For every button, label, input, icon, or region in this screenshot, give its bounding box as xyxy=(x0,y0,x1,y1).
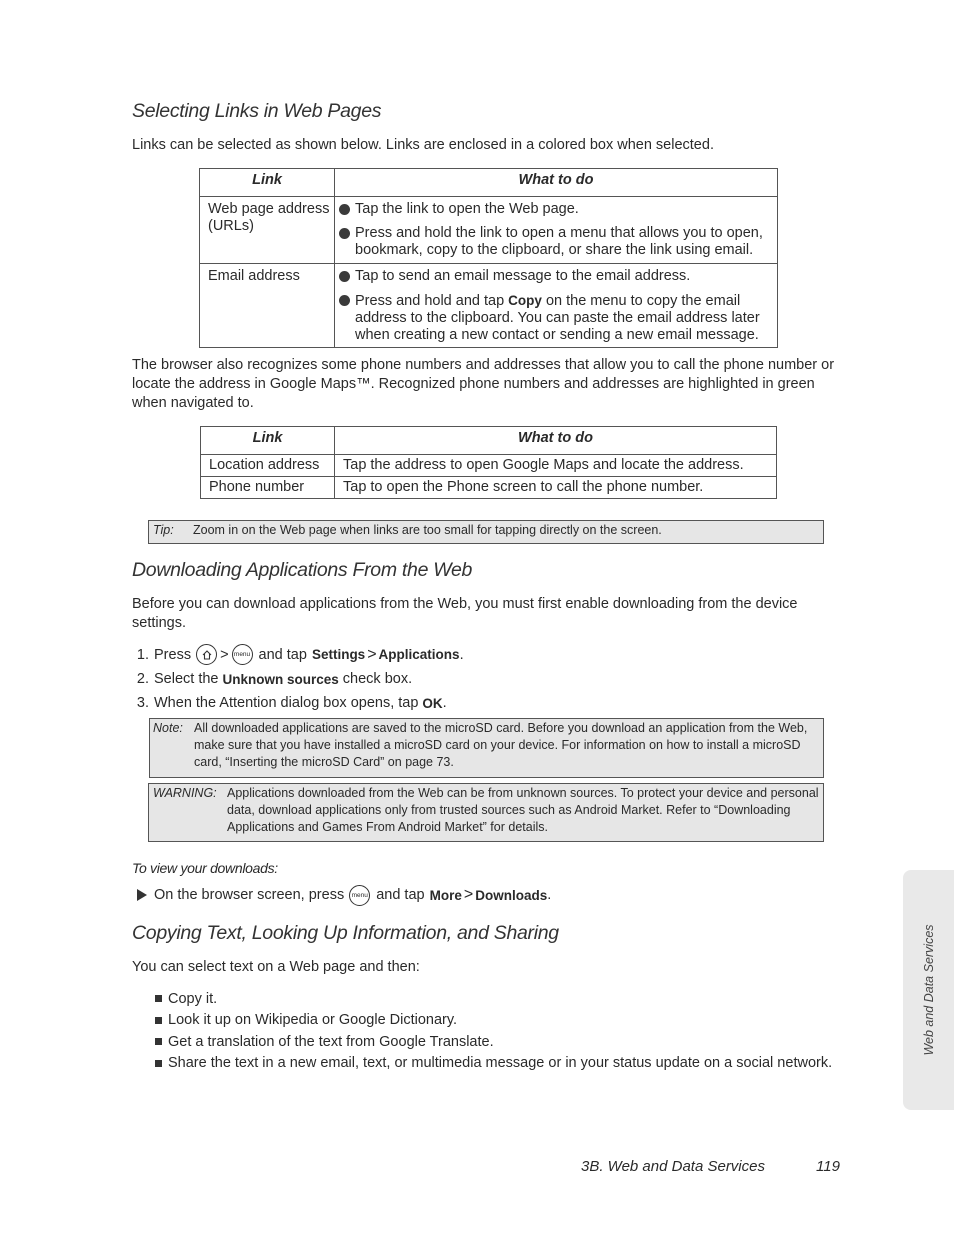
step-item xyxy=(127,642,464,667)
page-number: 119 xyxy=(816,1158,840,1175)
step-text: When the Attention dialog box opens, tap xyxy=(154,695,419,711)
arrow-bullet-icon xyxy=(137,889,147,901)
ui-term-more: More xyxy=(429,887,462,903)
list-item-text: Share the text in a new email, text, or multimedia message or in your status update on a social network. xyxy=(168,1055,833,1072)
step-number: 1. xyxy=(136,646,149,663)
section-intro: Links can be selected as shown below. Links are enclosed in a colored box when selected. xyxy=(132,137,714,153)
table-row xyxy=(201,455,777,477)
list-item xyxy=(343,268,773,285)
options-list xyxy=(155,988,832,1074)
ui-term-settings: Settings xyxy=(311,647,366,662)
section-heading-downloading: Downloading Applications From the Web xyxy=(132,559,473,581)
table-header-row xyxy=(200,169,778,197)
menu-key-icon: menu xyxy=(349,885,370,906)
list-item-text: Look it up on Wikipedia or Google Dictionary. xyxy=(168,1012,458,1029)
table-cell: Tap to open the Phone screen to call the phone number. xyxy=(335,477,777,499)
footer-section-title: 3B. Web and Data Services xyxy=(581,1158,765,1175)
home-key-icon xyxy=(196,644,217,665)
text-run: on the menu to copy the email address to the clipboard. You can paste the email address later when creating a new contact or sending a new email message. xyxy=(355,293,760,343)
step-text: . xyxy=(459,646,464,663)
chapter-side-tab-label: Web and Data Services xyxy=(922,924,936,1056)
section-intro: Before you can download applications from the Web, you must first enable downloading from the device settings. xyxy=(132,596,798,631)
square-bullet-icon xyxy=(155,1060,162,1067)
section-intro: You can select text on a Web page and then: xyxy=(132,959,420,975)
table-header-what-to-do: What to do xyxy=(335,169,778,197)
table-cell-actions xyxy=(335,264,778,348)
step-text: . xyxy=(547,887,552,903)
subheading-view-downloads: To view your downloads: xyxy=(132,860,278,876)
square-bullet-icon xyxy=(155,1017,162,1024)
links-table xyxy=(199,168,778,348)
square-bullet-icon xyxy=(155,1038,162,1045)
step-item xyxy=(127,691,464,715)
list-item xyxy=(155,1031,832,1053)
step-text: and tap xyxy=(376,887,425,903)
bullet-icon xyxy=(339,228,350,239)
step-text: check box. xyxy=(342,671,413,687)
table-cell-link: Web page address (URLs) xyxy=(200,197,335,264)
ui-term-ok: OK xyxy=(422,695,443,711)
table-cell-link: Email address xyxy=(200,264,335,348)
browser-recognition-paragraph: The browser also recognizes some phone numbers and addresses that allow you to call the phone number or locate the address in Google Maps™. Recognized phone numbers and addresses are highlighted in green when navigated to. xyxy=(132,357,835,411)
ui-term-downloads: Downloads xyxy=(475,887,548,903)
tip-box xyxy=(148,520,824,544)
table-cell-actions xyxy=(335,197,778,264)
table-row xyxy=(201,477,777,499)
note-box xyxy=(149,718,824,778)
step-text: Press xyxy=(154,646,192,663)
warning-box xyxy=(148,783,824,842)
list-item xyxy=(155,1010,832,1032)
section-heading-selecting-links: Selecting Links in Web Pages xyxy=(132,100,382,122)
list-item-text: Copy it. xyxy=(168,990,218,1007)
step-item xyxy=(127,667,464,691)
separator: > xyxy=(367,645,377,663)
separator: > xyxy=(220,646,229,663)
tip-label: Tip: xyxy=(153,523,174,537)
table-header-what-to-do: What to do xyxy=(335,427,777,455)
warning-text: Applications downloaded from the Web can be from unknown sources. To protect your device and personal data, download applications only from trusted sources such as Android Market. Refer to “Downloading Applications and Games From Android Market” for details. xyxy=(227,786,819,834)
list-item xyxy=(155,1053,832,1075)
step-text: . xyxy=(442,695,447,711)
square-bullet-icon xyxy=(155,995,162,1002)
table-header-link: Link xyxy=(200,169,335,197)
table-header-link: Link xyxy=(201,427,335,455)
downloads-instruction xyxy=(137,883,551,907)
section-heading-copying-text: Copying Text, Looking Up Information, and Sharing xyxy=(132,922,559,944)
bullet-text: Tap to send an email message to the email address. xyxy=(355,268,691,284)
list-item xyxy=(343,225,773,259)
table-cell: Phone number xyxy=(201,477,335,499)
steps-list xyxy=(127,642,464,715)
bullet-text: Tap the link to open the Web page. xyxy=(355,201,579,217)
ui-term-copy: Copy xyxy=(508,293,542,308)
table-cell: Location address xyxy=(201,455,335,477)
table-row xyxy=(200,197,778,264)
list-item xyxy=(155,988,832,1010)
tip-text: Zoom in on the Web page when links are too small for tapping directly on the screen. xyxy=(193,523,662,537)
note-text: All downloaded applications are saved to the microSD card. Before you download an application from the Web, make sure that you have installed a microSD card on your device. For information on how to install a microSD card, “Inserting the microSD Card” on page 73. xyxy=(194,721,808,769)
list-item xyxy=(343,292,773,344)
bullet-icon xyxy=(339,271,350,282)
step-text: Select the xyxy=(154,671,219,687)
ui-term-unknown-sources: Unknown sources xyxy=(222,671,339,687)
ui-term-applications: Applications xyxy=(378,647,460,662)
step-text: On the browser screen, press xyxy=(154,887,345,903)
phone-address-table xyxy=(200,426,777,499)
note-label: Note: xyxy=(153,721,183,735)
table-cell: Tap the address to open Google Maps and locate the address. xyxy=(335,455,777,477)
table-row xyxy=(200,264,778,348)
step-number: 2. xyxy=(136,671,149,687)
warning-label: WARNING: xyxy=(153,786,217,800)
step-text: and tap xyxy=(258,646,307,663)
bullet-text xyxy=(355,292,773,344)
menu-key-icon: menu xyxy=(232,644,253,665)
bullet-icon xyxy=(339,204,350,215)
list-item-text: Get a translation of the text from Google Translate. xyxy=(168,1033,494,1050)
separator: > xyxy=(463,886,474,903)
step-number: 3. xyxy=(136,695,149,711)
list-item xyxy=(343,201,773,218)
text-run: Press and hold and tap xyxy=(355,293,509,309)
table-header-row xyxy=(201,427,777,455)
bullet-icon xyxy=(339,295,350,306)
bullet-text: Press and hold the link to open a menu that allows you to open, bookmark, copy to the clipboard, or share the link using email. xyxy=(355,225,763,258)
